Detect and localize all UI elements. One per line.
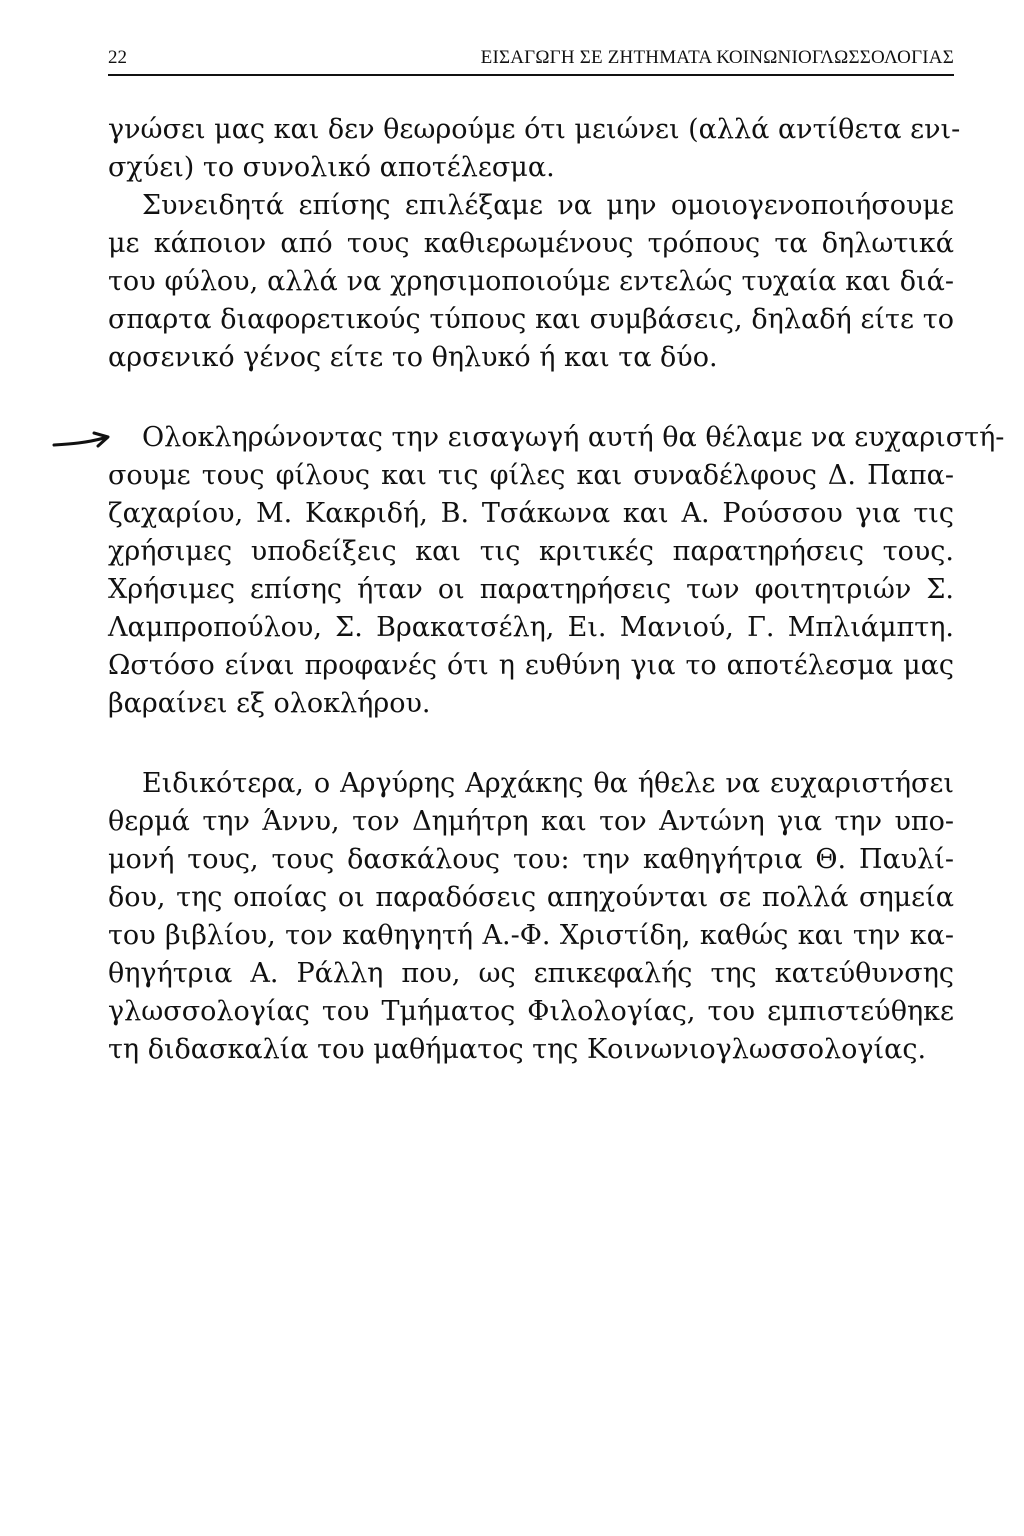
running-title: ΕΙΣΑΓΩΓΗ ΣΕ ΖΗΤΗΜΑΤΑ ΚΟΙΝΩΝΙΟΓΛΩΣΣΟΛΟΓΙΑΣ [480,47,954,68]
handwritten-arrow-icon [52,426,116,450]
text-line: τη διδασκαλία του μαθήματος της Κοινωνιογλωσσολογίας. [108,1034,927,1065]
text-line: χρήσιμες υποδείξεις και τις κριτικές παρατηρήσεις τους. [108,536,954,567]
text-line: Ολοκληρώνοντας την εισαγωγή αυτή θα θέλαμε να ευχαριστή- [142,422,1005,453]
text-line: ζαχαρίου, Μ. Κακριδή, Β. Τσάκωνα και Α. Ρούσσου για τις [108,498,954,529]
text-line: μονή τους, τους δασκάλους του: την καθηγήτρια Θ. Παυλί- [108,844,954,875]
text-line: Χρήσιμες επίσης ήταν οι παρατηρήσεις των φοιτητριών Σ. [108,574,954,605]
text-line: θηγήτρια Α. Ράλλη που, ως επικεφαλής της κατεύθυνσης [108,958,954,989]
text-line: θερμά την Άννυ, τον Δημήτρη και τον Αντώνη για την υπο- [108,806,954,837]
running-header [108,44,954,76]
page-number: 22 [108,47,127,68]
text-line: Ωστόσο είναι προφανές ότι η ευθύνη για το αποτέλεσμα μας [108,650,954,681]
text-line: γλωσσολογίας του Τμήματος Φιλολογίας, του εμπιστεύθηκε [108,996,954,1027]
text-line: δου, της οποίας οι παραδόσεις απηχούνται σε πολλά σημεία [108,882,954,913]
text-line: του βιβλίου, τον καθηγητή Α.-Φ. Χριστίδη, καθώς και την κα- [108,920,954,951]
text-line: Λαμπροπούλου, Σ. Βρακατσέλη, Ει. Μανιού, Γ. Μπλιάμπτη. [108,612,954,643]
text-line: του φύλου, αλλά να χρησιμοποιούμε εντελώς τυχαία και διά- [108,266,954,297]
text-line: βαραίνει εξ ολοκλήρου. [108,688,431,719]
text-line: Συνειδητά επίσης επιλέξαμε να μην ομοιογενοποιήσουμε [142,190,954,221]
text-line: σουμε τους φίλους και τις φίλες και συναδέλφους Δ. Παπα- [108,460,954,491]
text-line: αρσενικό γένος είτε το θηλυκό ή και τα δύο. [108,342,718,373]
text-line: γνώσει μας και δεν θεωρούμε ότι μειώνει (αλλά αντίθετα ενι- [108,114,961,145]
text-line: Ειδικότερα, ο Αργύρης Αρχάκης θα ήθελε να ευχαριστήσει [142,768,954,799]
text-line: σπαρτα διαφορετικούς τύπους και συμβάσεις, δηλαδή είτε το [108,304,954,335]
text-line: με κάποιον από τους καθιερωμένους τρόπους τα δηλωτικά [108,228,954,259]
text-line: σχύει) το συνολικό αποτέλεσμα. [108,152,555,183]
